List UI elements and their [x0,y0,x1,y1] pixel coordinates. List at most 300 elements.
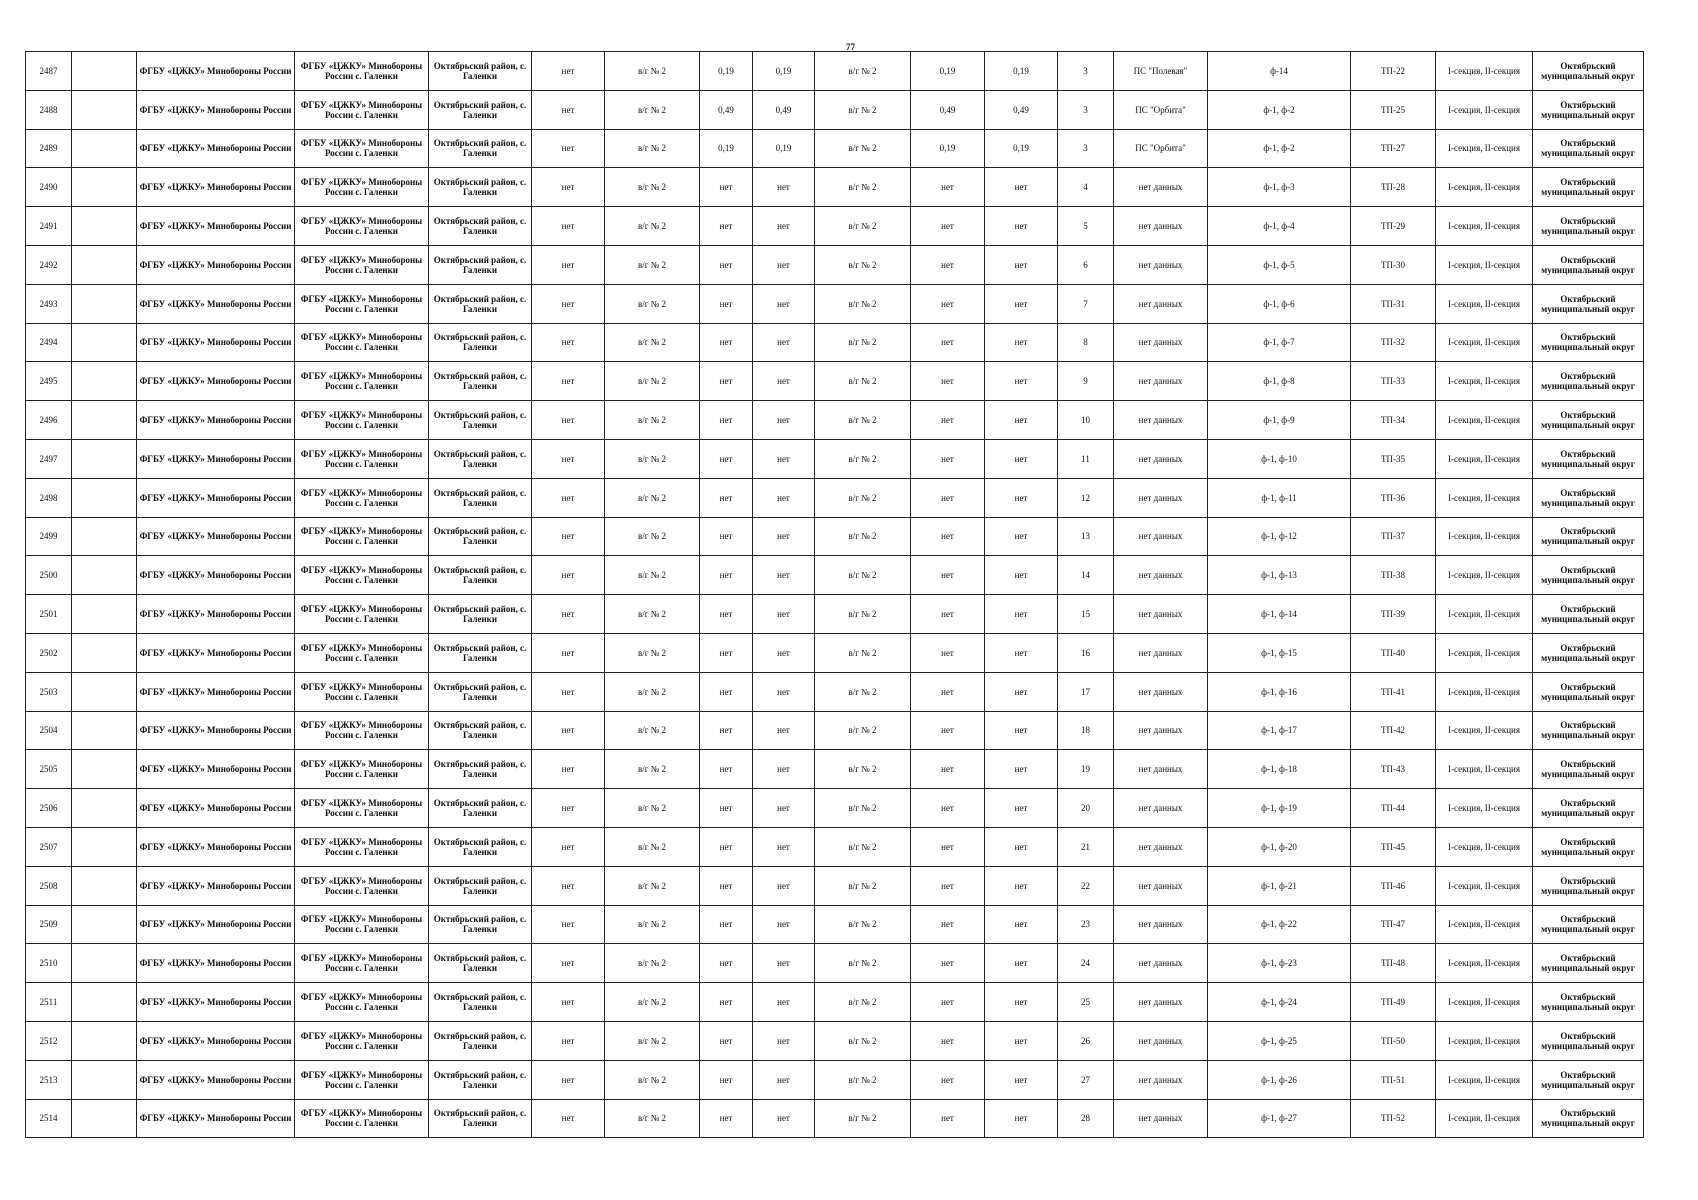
cell-flag: нет [532,1060,605,1099]
cell-substation: нет данных [1114,789,1208,828]
cell-blank [72,595,137,634]
table-row [26,672,1644,711]
cell-v3: нет [911,1021,985,1060]
cell-address: Октябрьский район, с. Галенки [429,207,532,246]
cell-org: ФГБУ «ЦЖКУ» Минобороны России [137,168,295,207]
cell-v1: нет [700,556,753,595]
cell-v3: нет [911,789,985,828]
cell-v3: нет [911,439,985,478]
cell-tariff: в/г № 2 [605,827,700,866]
cell-tp: ТП-39 [1351,595,1436,634]
cell-v4: нет [985,1099,1058,1138]
cell-tp: ТП-41 [1351,672,1436,711]
cell-flag: нет [532,439,605,478]
cell-v4: нет [985,789,1058,828]
cell-district: Октябрьский муниципальный округ [1533,556,1644,595]
cell-feeder: ф-1, ф-2 [1208,90,1351,129]
cell-seq: 3 [1058,129,1114,168]
cell-substation: нет данных [1114,827,1208,866]
table-row [26,556,1644,595]
cell-v3: нет [911,750,985,789]
cell-org: ФГБУ «ЦЖКУ» Минобороны России [137,556,295,595]
cell-num: 2499 [26,517,72,556]
cell-feeder: ф-1, ф-2 [1208,129,1351,168]
cell-seq: 13 [1058,517,1114,556]
cell-district: Октябрьский муниципальный округ [1533,866,1644,905]
cell-v2: 0,19 [753,52,815,91]
cell-v3: нет [911,362,985,401]
cell-tariff: в/г № 2 [605,245,700,284]
cell-address: Октябрьский район, с. Галенки [429,284,532,323]
register-table [25,51,1644,1138]
cell-v2: нет [753,750,815,789]
cell-tariff2: в/г № 2 [815,1099,911,1138]
cell-tariff2: в/г № 2 [815,556,911,595]
cell-sections: I-секция, II-секция [1436,129,1533,168]
table-row [26,517,1644,556]
cell-blank [72,905,137,944]
cell-tariff: в/г № 2 [605,401,700,440]
cell-v1: нет [700,401,753,440]
table-row [26,207,1644,246]
cell-tariff: в/г № 2 [605,478,700,517]
cell-tariff: в/г № 2 [605,1021,700,1060]
cell-org: ФГБУ «ЦЖКУ» Минобороны России [137,944,295,983]
cell-substation: нет данных [1114,207,1208,246]
cell-holder: ФГБУ «ЦЖКУ» Минобороны России с. Галенки [295,789,429,828]
cell-sections: I-секция, II-секция [1436,789,1533,828]
cell-address: Октябрьский район, с. Галенки [429,789,532,828]
table-row [26,944,1644,983]
table-row [26,789,1644,828]
cell-blank [72,1060,137,1099]
cell-blank [72,944,137,983]
cell-v1: нет [700,595,753,634]
cell-district: Октябрьский муниципальный округ [1533,52,1644,91]
cell-tariff: в/г № 2 [605,711,700,750]
cell-org: ФГБУ «ЦЖКУ» Минобороны России [137,129,295,168]
cell-tariff2: в/г № 2 [815,362,911,401]
cell-tp: ТП-43 [1351,750,1436,789]
cell-v4: нет [985,866,1058,905]
cell-v2: нет [753,672,815,711]
cell-num: 2496 [26,401,72,440]
cell-feeder: ф-1, ф-25 [1208,1021,1351,1060]
cell-tp: ТП-34 [1351,401,1436,440]
cell-tariff: в/г № 2 [605,129,700,168]
cell-v1: нет [700,789,753,828]
cell-tp: ТП-46 [1351,866,1436,905]
cell-holder: ФГБУ «ЦЖКУ» Минобороны России с. Галенки [295,517,429,556]
cell-substation: нет данных [1114,866,1208,905]
cell-v2: нет [753,944,815,983]
cell-holder: ФГБУ «ЦЖКУ» Минобороны России с. Галенки [295,556,429,595]
cell-feeder: ф-1, ф-22 [1208,905,1351,944]
cell-v4: нет [985,1060,1058,1099]
cell-tariff2: в/г № 2 [815,1021,911,1060]
cell-tariff2: в/г № 2 [815,672,911,711]
cell-v4: нет [985,401,1058,440]
cell-district: Октябрьский муниципальный округ [1533,129,1644,168]
cell-blank [72,789,137,828]
cell-flag: нет [532,478,605,517]
cell-num: 2504 [26,711,72,750]
cell-tariff: в/г № 2 [605,789,700,828]
cell-blank [72,750,137,789]
cell-num: 2508 [26,866,72,905]
cell-substation: нет данных [1114,711,1208,750]
cell-org: ФГБУ «ЦЖКУ» Минобороны России [137,905,295,944]
cell-feeder: ф-1, ф-7 [1208,323,1351,362]
cell-tp: ТП-37 [1351,517,1436,556]
table-row [26,866,1644,905]
cell-feeder: ф-1, ф-16 [1208,672,1351,711]
cell-num: 2490 [26,168,72,207]
cell-tariff: в/г № 2 [605,633,700,672]
cell-address: Октябрьский район, с. Галенки [429,401,532,440]
cell-sections: I-секция, II-секция [1436,595,1533,634]
cell-tariff: в/г № 2 [605,90,700,129]
cell-tp: ТП-25 [1351,90,1436,129]
table-row [26,90,1644,129]
cell-tariff: в/г № 2 [605,595,700,634]
cell-holder: ФГБУ «ЦЖКУ» Минобороны России с. Галенки [295,711,429,750]
cell-flag: нет [532,168,605,207]
cell-sections: I-секция, II-секция [1436,1060,1533,1099]
cell-org: ФГБУ «ЦЖКУ» Минобороны России [137,362,295,401]
cell-flag: нет [532,245,605,284]
cell-seq: 23 [1058,905,1114,944]
cell-org: ФГБУ «ЦЖКУ» Минобороны России [137,207,295,246]
cell-v2: нет [753,207,815,246]
cell-flag: нет [532,284,605,323]
cell-v1: нет [700,362,753,401]
cell-tp: ТП-27 [1351,129,1436,168]
cell-v1: нет [700,1099,753,1138]
cell-tariff2: в/г № 2 [815,633,911,672]
cell-feeder: ф-1, ф-4 [1208,207,1351,246]
cell-feeder: ф-1, ф-20 [1208,827,1351,866]
cell-v2: нет [753,633,815,672]
cell-num: 2493 [26,284,72,323]
cell-blank [72,323,137,362]
cell-seq: 27 [1058,1060,1114,1099]
cell-v3: нет [911,245,985,284]
cell-address: Октябрьский район, с. Галенки [429,323,532,362]
cell-org: ФГБУ «ЦЖКУ» Минобороны России [137,52,295,91]
cell-v3: нет [911,672,985,711]
cell-sections: I-секция, II-секция [1436,52,1533,91]
cell-district: Октябрьский муниципальный округ [1533,672,1644,711]
cell-tp: ТП-42 [1351,711,1436,750]
cell-tariff2: в/г № 2 [815,944,911,983]
cell-num: 2509 [26,905,72,944]
cell-tp: ТП-33 [1351,362,1436,401]
cell-blank [72,556,137,595]
cell-district: Октябрьский муниципальный округ [1533,905,1644,944]
cell-tariff2: в/г № 2 [815,905,911,944]
cell-flag: нет [532,1021,605,1060]
cell-blank [72,1099,137,1138]
cell-org: ФГБУ «ЦЖКУ» Минобороны России [137,983,295,1022]
cell-blank [72,711,137,750]
cell-tp: ТП-32 [1351,323,1436,362]
cell-org: ФГБУ «ЦЖКУ» Минобороны России [137,633,295,672]
cell-sections: I-секция, II-секция [1436,750,1533,789]
cell-v2: нет [753,827,815,866]
table-row [26,905,1644,944]
cell-v3: нет [911,1099,985,1138]
cell-tariff2: в/г № 2 [815,517,911,556]
cell-holder: ФГБУ «ЦЖКУ» Минобороны России с. Галенки [295,129,429,168]
cell-tariff: в/г № 2 [605,905,700,944]
cell-v4: нет [985,284,1058,323]
cell-holder: ФГБУ «ЦЖКУ» Минобороны России с. Галенки [295,478,429,517]
table-row [26,711,1644,750]
cell-district: Октябрьский муниципальный округ [1533,517,1644,556]
cell-tp: ТП-44 [1351,789,1436,828]
cell-blank [72,1021,137,1060]
cell-address: Октябрьский район, с. Галенки [429,905,532,944]
cell-tariff2: в/г № 2 [815,284,911,323]
cell-seq: 17 [1058,672,1114,711]
cell-org: ФГБУ «ЦЖКУ» Минобороны России [137,478,295,517]
cell-feeder: ф-1, ф-14 [1208,595,1351,634]
cell-substation: нет данных [1114,905,1208,944]
cell-v4: нет [985,478,1058,517]
cell-holder: ФГБУ «ЦЖКУ» Минобороны России с. Галенки [295,595,429,634]
cell-org: ФГБУ «ЦЖКУ» Минобороны России [137,284,295,323]
cell-seq: 3 [1058,52,1114,91]
cell-v3: нет [911,556,985,595]
cell-v4: нет [985,1021,1058,1060]
cell-org: ФГБУ «ЦЖКУ» Минобороны России [137,90,295,129]
cell-num: 2494 [26,323,72,362]
cell-blank [72,129,137,168]
cell-num: 2495 [26,362,72,401]
cell-seq: 11 [1058,439,1114,478]
cell-v2: нет [753,439,815,478]
cell-seq: 26 [1058,1021,1114,1060]
cell-tp: ТП-50 [1351,1021,1436,1060]
cell-holder: ФГБУ «ЦЖКУ» Минобороны России с. Галенки [295,1099,429,1138]
cell-district: Октябрьский муниципальный округ [1533,207,1644,246]
cell-substation: нет данных [1114,983,1208,1022]
cell-tariff: в/г № 2 [605,750,700,789]
cell-sections: I-секция, II-секция [1436,556,1533,595]
cell-num: 2503 [26,672,72,711]
cell-blank [72,168,137,207]
table-row [26,1021,1644,1060]
cell-blank [72,284,137,323]
cell-feeder: ф-1, ф-26 [1208,1060,1351,1099]
cell-tariff2: в/г № 2 [815,827,911,866]
cell-tp: ТП-52 [1351,1099,1436,1138]
cell-v4: нет [985,750,1058,789]
page-number: 77 [846,42,855,52]
cell-tariff: в/г № 2 [605,944,700,983]
cell-flag: нет [532,401,605,440]
cell-blank [72,983,137,1022]
cell-tariff: в/г № 2 [605,983,700,1022]
cell-address: Октябрьский район, с. Галенки [429,168,532,207]
cell-district: Октябрьский муниципальный округ [1533,1021,1644,1060]
cell-v3: нет [911,827,985,866]
cell-v1: нет [700,866,753,905]
cell-district: Октябрьский муниципальный округ [1533,827,1644,866]
cell-v4: нет [985,827,1058,866]
cell-holder: ФГБУ «ЦЖКУ» Минобороны России с. Галенки [295,52,429,91]
cell-holder: ФГБУ «ЦЖКУ» Минобороны России с. Галенки [295,90,429,129]
cell-v2: нет [753,595,815,634]
cell-v3: нет [911,866,985,905]
cell-blank [72,827,137,866]
cell-substation: нет данных [1114,362,1208,401]
cell-tariff2: в/г № 2 [815,866,911,905]
table-row [26,52,1644,91]
cell-district: Октябрьский муниципальный округ [1533,478,1644,517]
cell-substation: нет данных [1114,944,1208,983]
cell-tariff: в/г № 2 [605,1060,700,1099]
cell-seq: 10 [1058,401,1114,440]
cell-feeder: ф-1, ф-19 [1208,789,1351,828]
cell-num: 2512 [26,1021,72,1060]
cell-sections: I-секция, II-секция [1436,633,1533,672]
cell-v1: нет [700,983,753,1022]
cell-num: 2501 [26,595,72,634]
table-row [26,478,1644,517]
cell-seq: 20 [1058,789,1114,828]
cell-seq: 8 [1058,323,1114,362]
cell-blank [72,90,137,129]
cell-v1: нет [700,517,753,556]
cell-v4: 0,19 [985,52,1058,91]
cell-flag: нет [532,983,605,1022]
cell-seq: 7 [1058,284,1114,323]
cell-feeder: ф-1, ф-23 [1208,944,1351,983]
cell-v3: нет [911,711,985,750]
cell-flag: нет [532,323,605,362]
cell-num: 2487 [26,52,72,91]
cell-blank [72,207,137,246]
cell-v2: нет [753,362,815,401]
cell-tp: ТП-48 [1351,944,1436,983]
cell-tariff: в/г № 2 [605,207,700,246]
cell-v3: 0,19 [911,129,985,168]
cell-v4: нет [985,517,1058,556]
cell-seq: 5 [1058,207,1114,246]
cell-address: Октябрьский район, с. Галенки [429,439,532,478]
cell-v4: нет [985,905,1058,944]
cell-v1: нет [700,478,753,517]
cell-num: 2492 [26,245,72,284]
cell-tp: ТП-45 [1351,827,1436,866]
cell-v3: 0,19 [911,52,985,91]
cell-sections: I-секция, II-секция [1436,90,1533,129]
cell-v1: нет [700,905,753,944]
cell-flag: нет [532,905,605,944]
table-row [26,1099,1644,1138]
cell-feeder: ф-1, ф-9 [1208,401,1351,440]
cell-v3: нет [911,401,985,440]
cell-sections: I-секция, II-секция [1436,439,1533,478]
cell-sections: I-секция, II-секция [1436,1099,1533,1138]
cell-v2: нет [753,905,815,944]
cell-v1: нет [700,284,753,323]
cell-flag: нет [532,866,605,905]
cell-flag: нет [532,90,605,129]
cell-v3: нет [911,595,985,634]
cell-seq: 18 [1058,711,1114,750]
cell-flag: нет [532,750,605,789]
cell-address: Октябрьский район, с. Галенки [429,1021,532,1060]
table-row [26,1060,1644,1099]
cell-blank [72,52,137,91]
cell-flag: нет [532,633,605,672]
cell-v3: нет [911,478,985,517]
cell-sections: I-секция, II-секция [1436,711,1533,750]
cell-tp: ТП-35 [1351,439,1436,478]
cell-substation: нет данных [1114,323,1208,362]
cell-flag: нет [532,52,605,91]
cell-address: Октябрьский район, с. Галенки [429,1099,532,1138]
cell-holder: ФГБУ «ЦЖКУ» Минобороны России с. Галенки [295,672,429,711]
cell-feeder: ф-14 [1208,52,1351,91]
cell-address: Октябрьский район, с. Галенки [429,245,532,284]
cell-holder: ФГБУ «ЦЖКУ» Минобороны России с. Галенки [295,439,429,478]
cell-substation: нет данных [1114,750,1208,789]
cell-tp: ТП-40 [1351,633,1436,672]
cell-tariff: в/г № 2 [605,323,700,362]
cell-num: 2489 [26,129,72,168]
cell-address: Октябрьский район, с. Галенки [429,90,532,129]
cell-seq: 21 [1058,827,1114,866]
cell-org: ФГБУ «ЦЖКУ» Минобороны России [137,789,295,828]
cell-tariff: в/г № 2 [605,52,700,91]
cell-substation: ПС "Орбита" [1114,129,1208,168]
cell-org: ФГБУ «ЦЖКУ» Минобороны России [137,672,295,711]
cell-substation: нет данных [1114,672,1208,711]
cell-sections: I-секция, II-секция [1436,362,1533,401]
cell-blank [72,439,137,478]
cell-district: Октябрьский муниципальный округ [1533,1060,1644,1099]
cell-v4: нет [985,439,1058,478]
cell-feeder: ф-1, ф-24 [1208,983,1351,1022]
cell-v3: нет [911,1060,985,1099]
cell-blank [72,866,137,905]
cell-v1: 0,19 [700,52,753,91]
cell-v3: нет [911,905,985,944]
cell-sections: I-секция, II-секция [1436,944,1533,983]
cell-org: ФГБУ «ЦЖКУ» Минобороны России [137,245,295,284]
cell-substation: нет данных [1114,478,1208,517]
cell-seq: 4 [1058,168,1114,207]
cell-holder: ФГБУ «ЦЖКУ» Минобороны России с. Галенки [295,207,429,246]
cell-v4: 0,49 [985,90,1058,129]
cell-address: Октябрьский район, с. Галенки [429,1060,532,1099]
cell-holder: ФГБУ «ЦЖКУ» Минобороны России с. Галенки [295,323,429,362]
cell-tp: ТП-36 [1351,478,1436,517]
cell-v2: нет [753,1099,815,1138]
cell-tariff: в/г № 2 [605,1099,700,1138]
register-table-body [26,52,1644,1138]
cell-blank [72,517,137,556]
cell-sections: I-секция, II-секция [1436,245,1533,284]
cell-district: Октябрьский муниципальный округ [1533,90,1644,129]
cell-num: 2510 [26,944,72,983]
cell-v2: 0,49 [753,90,815,129]
cell-tariff: в/г № 2 [605,168,700,207]
